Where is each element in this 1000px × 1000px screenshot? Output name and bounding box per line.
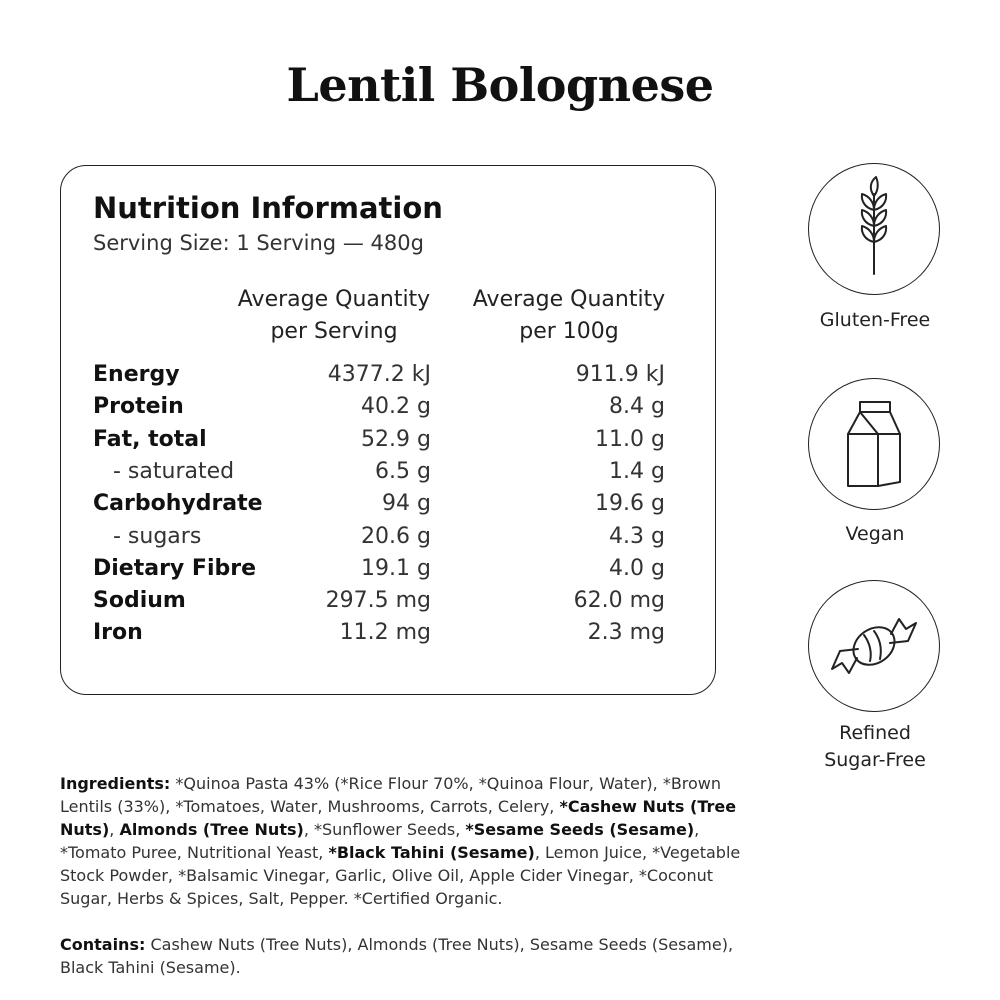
nutrient-row-energy <box>93 362 693 394</box>
nutrient-row-fat-total <box>93 427 693 459</box>
nutrient-label: Iron <box>93 620 143 645</box>
per-serving-value: 20.6 g <box>361 524 431 549</box>
ingredients-segment: , *Tomato Puree, Nutritional Yeast, <box>60 820 700 862</box>
nutrient-label: Protein <box>93 394 184 419</box>
allergen-highlight: *Cashew Nuts (Tree Nuts) <box>60 797 737 839</box>
sugar-free-label <box>790 720 960 774</box>
per-100g-value: 11.0 g <box>595 427 665 452</box>
nutrient-row-sugars <box>93 524 693 556</box>
per-serving-value: 4377.2 kJ <box>327 362 431 387</box>
ingredients-segment: *Quinoa Pasta 43% (*Rice Flour 70%, *Quinoa Flour, Water), *Brown Lentils (33%), *Tomatoes, Water, Mushrooms, Carrots, Celery, <box>60 774 722 816</box>
column-header-per-100g <box>454 284 684 348</box>
contains-list: Cashew Nuts (Tree Nuts), Almonds (Tree Nuts), Sesame Seeds (Sesame), Black Tahini (Sesame). <box>60 935 734 977</box>
contains-text <box>60 933 760 979</box>
sugar-free-badge <box>808 580 940 712</box>
per-serving-value: 40.2 g <box>361 394 431 419</box>
wheat-icon <box>834 174 914 284</box>
nutrient-row-dietary-fibre <box>93 556 693 588</box>
vegan-label: Vegan <box>845 523 905 545</box>
per-serving-value: 297.5 mg <box>325 588 431 613</box>
allergen-highlight: Almonds (Tree Nuts) <box>119 820 304 839</box>
column-header-line: Average Quantity <box>237 287 431 312</box>
per-100g-value: 8.4 g <box>609 394 665 419</box>
candy-icon <box>824 601 924 691</box>
column-header-line: per 100g <box>519 319 619 344</box>
nutrient-row-iron <box>93 620 693 652</box>
per-serving-value: 11.2 mg <box>339 620 431 645</box>
nutrient-label: - sugars <box>113 524 202 549</box>
ingredients-segment: , <box>109 820 120 839</box>
per-100g-value: 4.0 g <box>609 556 665 581</box>
gluten-free-badge <box>808 163 940 295</box>
per-100g-value: 1.4 g <box>609 459 665 484</box>
page-title: Lentil Bolognese <box>286 58 714 112</box>
nutrient-row-carbohydrate <box>93 491 693 523</box>
milk-carton-icon <box>834 394 914 494</box>
allergen-highlight: *Sesame Seeds (Sesame) <box>465 820 695 839</box>
sugar-free-label-line: Refined <box>839 722 911 744</box>
column-header-per-serving <box>219 284 449 348</box>
vegan-badge <box>808 378 940 510</box>
nutrition-panel <box>60 165 716 695</box>
serving-size: Serving Size: 1 Serving — 480g <box>93 231 424 255</box>
nutrition-heading: Nutrition Information <box>93 191 443 225</box>
nutrient-label: Dietary Fibre <box>93 556 257 581</box>
per-100g-value: 4.3 g <box>609 524 665 549</box>
per-serving-value: 19.1 g <box>361 556 431 581</box>
per-serving-value: 6.5 g <box>375 459 431 484</box>
per-100g-value: 62.0 mg <box>573 588 665 613</box>
allergen-highlight: *Black Tahini (Sesame) <box>328 843 535 862</box>
per-100g-value: 19.6 g <box>595 491 665 516</box>
ingredients-label: Ingredients: <box>60 774 171 793</box>
per-serving-value: 52.9 g <box>361 427 431 452</box>
contains-label: Contains: <box>60 935 146 954</box>
sugar-free-label-line: Sugar-Free <box>824 749 926 771</box>
gluten-free-label: Gluten-Free <box>819 309 931 331</box>
nutrient-label: Energy <box>93 362 180 387</box>
nutrient-row-saturated <box>93 459 693 491</box>
column-header-line: per Serving <box>270 319 398 344</box>
nutrient-label: - saturated <box>113 459 235 484</box>
per-100g-value: 911.9 kJ <box>575 362 665 387</box>
per-100g-value: 2.3 mg <box>587 620 665 645</box>
nutrient-label: Sodium <box>93 588 186 613</box>
nutrient-label: Fat, total <box>93 427 207 452</box>
ingredients-text <box>60 772 760 910</box>
column-header-line: Average Quantity <box>472 287 666 312</box>
ingredients-segment: , Lemon Juice, *Vegetable Stock Powder, *Balsamic Vinegar, Garlic, Olive Oil, Apple Cider Vinegar, *Coconut Sugar, Herbs & Spices, Salt, Pepper. *Certified Organic. <box>60 843 741 908</box>
nutrient-label: Carbohydrate <box>93 491 263 516</box>
per-serving-value: 94 g <box>382 491 431 516</box>
ingredients-segment: , *Sunflower Seeds, <box>303 820 466 839</box>
nutrient-row-protein <box>93 394 693 426</box>
nutrient-row-sodium <box>93 588 693 620</box>
